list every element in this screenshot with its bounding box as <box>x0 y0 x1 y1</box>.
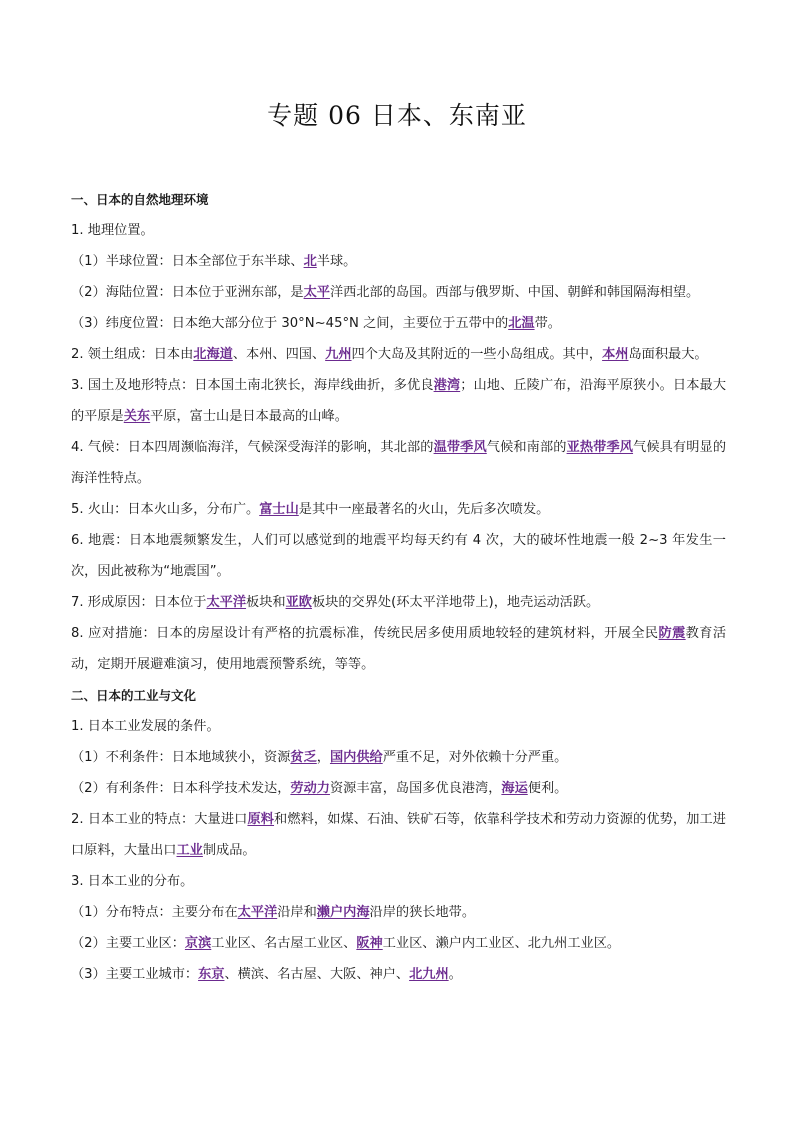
text-segment: 气候具有明显的海洋性特点。 <box>71 440 727 486</box>
text-segment: （2）海陆位置：日本位于亚洲东部，是 <box>71 285 304 300</box>
paragraph <box>71 308 726 339</box>
paragraph <box>71 928 726 959</box>
keyword-answer: 劳动力 <box>290 781 330 796</box>
text-segment: 1. 日本工业发展的条件。 <box>71 719 220 734</box>
paragraph <box>71 215 726 246</box>
paragraph <box>71 804 726 866</box>
keyword-answer: 贫乏 <box>290 750 317 765</box>
text-segment: 1. 地理位置。 <box>71 223 154 238</box>
paragraph <box>71 246 726 277</box>
text-segment: 沿岸和 <box>277 905 317 920</box>
text-segment: 二、日本的工业与文化 <box>71 688 197 703</box>
keyword-answer: 工业 <box>176 843 203 858</box>
keyword-answer: 北海道 <box>193 347 233 362</box>
text-segment: 、本州、四国、 <box>232 347 326 362</box>
keyword-answer: 东京 <box>198 967 225 982</box>
keyword-answer: 富士山 <box>259 502 299 517</box>
text-segment: 6. 地震：日本地震频繁发生，人们可以感觉到的地震平均每天约有 4 次，大的破坏性地震一般 2~3 年发生一次，因此被称为“地震国”。 <box>71 533 726 579</box>
paragraph <box>71 711 726 742</box>
text-segment: 便利。 <box>527 781 568 796</box>
text-segment: 四个大岛及其附近的一些小岛组成。其中， <box>351 347 603 362</box>
keyword-answer: 太平洋 <box>206 595 247 610</box>
text-segment: （3）主要工业城市： <box>71 967 199 982</box>
text-segment: 3. 国土及地形特点：日本国土南北狭长，海岸线曲折，多优良 <box>71 378 434 393</box>
text-segment: 板块的交界处(环太平洋地带上)，地壳运动活跃。 <box>311 595 600 610</box>
keyword-answer: 北九州 <box>409 967 449 982</box>
text-segment: ；山地、丘陵广布，沿海平原狭小。日本最大的平原是 <box>71 378 727 424</box>
keyword-answer: 亚欧 <box>285 595 312 610</box>
text-segment: 沿岸的狭长地带。 <box>369 905 476 920</box>
text-segment: 岛面积最大。 <box>628 347 708 362</box>
section-heading <box>71 184 726 215</box>
text-segment: 教育活动，定期开展避难演习，使用地震预警系统，等等。 <box>71 626 727 672</box>
text-segment: 5. 火山：日本火山多，分布广。 <box>71 502 260 517</box>
paragraph <box>71 494 726 525</box>
paragraph <box>71 773 726 804</box>
text-segment: 资源丰富，岛国多优良港湾， <box>329 781 502 796</box>
keyword-answer: 亚热带季风 <box>566 440 634 455</box>
text-segment: 带。 <box>534 316 561 331</box>
text-segment: （3）纬度位置：日本绝大部分位于 30°N~45°N 之间，主要位于五带中的 <box>71 316 509 331</box>
text-segment: （1）半球位置：日本全部位于东半球、 <box>71 254 304 269</box>
document-body <box>71 184 726 990</box>
text-segment: 洋西北部的岛国。西部与俄罗斯、中国、朝鲜和韩国隔海相望。 <box>329 285 700 300</box>
keyword-answer: 国内供给 <box>329 750 383 765</box>
text-segment: 2. 日本工业的特点：大量进口 <box>71 812 248 827</box>
text-segment: （2）主要工业区： <box>71 936 185 951</box>
text-segment: 板块和 <box>246 595 286 610</box>
text-segment: 半球。 <box>316 254 357 269</box>
keyword-answer: 温带季风 <box>433 440 487 455</box>
paragraph <box>71 370 726 432</box>
paragraph <box>71 277 726 308</box>
keyword-answer: 九州 <box>325 347 352 362</box>
keyword-answer: 防震 <box>658 626 686 641</box>
keyword-answer: 北温 <box>508 316 535 331</box>
text-segment: 7. 形成原因：日本位于 <box>71 595 207 610</box>
text-segment: 严重不足，对外依赖十分严重。 <box>382 750 568 765</box>
text-segment: 一、日本的自然地理环境 <box>71 192 209 207</box>
keyword-answer: 濑户内海 <box>316 905 370 920</box>
keyword-answer: 海运 <box>501 781 528 796</box>
paragraph <box>71 339 726 370</box>
text-segment: 平原，富士山是日本最高的山峰。 <box>150 409 348 424</box>
keyword-answer: 原料 <box>247 812 275 827</box>
text-segment: 4. 气候：日本四周濒临海洋，气候深受海洋的影响，其北部的 <box>71 440 434 455</box>
text-segment: 气候和南部的 <box>486 440 567 455</box>
paragraph <box>71 742 726 773</box>
page-title: 专题 06 日本、东南亚 <box>267 101 527 130</box>
text-segment: 。 <box>448 967 462 982</box>
keyword-answer: 京滨 <box>184 936 212 951</box>
keyword-answer: 太平 <box>303 285 330 300</box>
text-segment: 3. 日本工业的分布。 <box>71 874 194 889</box>
keyword-answer: 本州 <box>602 347 629 362</box>
text-segment: （1）分布特点：主要分布在 <box>71 905 238 920</box>
section-heading <box>71 680 726 711</box>
paragraph <box>71 897 726 928</box>
text-segment: 、横滨、名古屋、大阪、神户、 <box>224 967 410 982</box>
text-segment: 2. 领土组成：日本由 <box>71 347 194 362</box>
keyword-answer: 阪神 <box>356 936 383 951</box>
paragraph <box>71 587 726 618</box>
text-segment: 制成品。 <box>202 843 256 858</box>
keyword-answer: 港湾 <box>433 378 461 393</box>
text-segment: 8. 应对措施：日本的房屋设计有严格的抗震标准，传统民居多使用质地较轻的建筑材料，开展全民 <box>71 626 659 641</box>
text-segment: ， <box>316 750 330 765</box>
text-segment: 和燃料，如煤、石油、铁矿石等，依靠科学技术和劳动力资源的优势，加工进口原料，大量出口 <box>71 812 726 858</box>
keyword-answer: 北 <box>303 254 317 269</box>
paragraph <box>71 525 726 587</box>
text-segment: 是其中一座最著名的火山，先后多次喷发。 <box>298 502 550 517</box>
keyword-answer: 关东 <box>123 409 151 424</box>
keyword-answer: 太平洋 <box>237 905 278 920</box>
text-segment: （2）有利条件：日本科学技术发达， <box>71 781 291 796</box>
text-segment: 工业区、濑户内工业区、北九州工业区。 <box>382 936 621 951</box>
paragraph <box>71 959 726 990</box>
paragraph <box>71 618 726 680</box>
paragraph <box>71 866 726 897</box>
text-segment: 工业区、名古屋工业区、 <box>211 936 357 951</box>
paragraph <box>71 432 726 494</box>
text-segment: （1）不利条件：日本地域狭小，资源 <box>71 750 291 765</box>
